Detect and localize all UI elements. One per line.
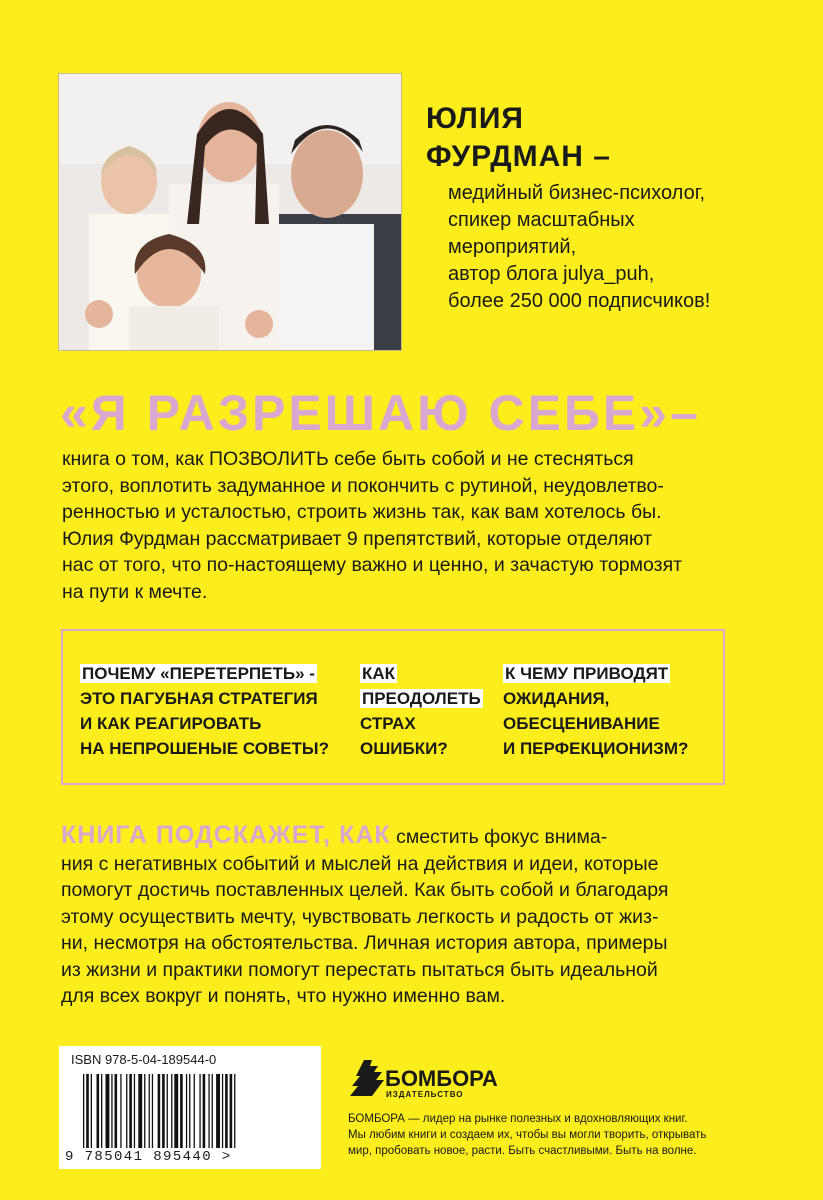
question-line: ПОЧЕМУ «ПЕРЕТЕРПЕТЬ» - bbox=[82, 664, 315, 683]
outro-first-line: сместить фокус внима- bbox=[390, 826, 608, 848]
intro-line: на пути к мечте. bbox=[62, 580, 208, 603]
author-name-line2: ФУРДМАН – bbox=[426, 140, 611, 173]
author-desc-line: автор блога julya_puh, bbox=[448, 263, 655, 285]
bombora-logo-icon bbox=[350, 1060, 384, 1096]
author-desc-line: спикер масштабных bbox=[448, 209, 635, 231]
outro-line: для всех вокруг и понять, что нужно именно вам. bbox=[61, 985, 506, 1007]
outro-line: ния с негативных событий и мыслей на действия и идеи, которые bbox=[61, 852, 659, 875]
isbn-label: ISBN 978-5-04-189544-0 bbox=[71, 1052, 217, 1067]
publisher-line: мир, пробовать новое, расти. Быть счастливыми. Быть на волне. bbox=[348, 1145, 697, 1157]
intro-line: нас от того, что по-настоящему важно и ценно, и зачастую тормозят bbox=[62, 554, 683, 576]
outro-line: ни, несмотря на обстоятельства. Личная история автора, примеры bbox=[61, 932, 668, 954]
author-name-line1: ЮЛИЯ bbox=[426, 102, 524, 135]
questions-box bbox=[61, 629, 725, 785]
outro-line: помогут достичь поставленных целей. Как быть собой и благодаря bbox=[61, 879, 669, 901]
question-line: НА НЕПРОШЕНЫЕ СОВЕТЫ? bbox=[80, 739, 329, 758]
outro-line: из жизни и практики помогут перестать пытаться быть идеальной bbox=[61, 958, 658, 981]
author-name bbox=[426, 100, 611, 176]
barcode-digits: 9 785041 895440 > bbox=[65, 1149, 232, 1165]
outro-paragraph bbox=[61, 822, 766, 1010]
publisher-logo-subtitle: ИЗДАТЕЛЬСТВО bbox=[386, 1090, 464, 1099]
author-family-photo bbox=[58, 73, 402, 351]
barcode-icon bbox=[83, 1074, 297, 1150]
intro-line: этого, воплотить задуманное и покончить с рутиной, неудовлетво- bbox=[62, 474, 664, 497]
intro-paragraph bbox=[62, 446, 762, 605]
question-column-2 bbox=[360, 661, 483, 761]
author-desc-line: мероприятий, bbox=[448, 236, 577, 258]
question-column-1 bbox=[80, 661, 329, 761]
outro-lead: КНИГА ПОДСКАЖЕТ, КАК bbox=[61, 821, 391, 849]
question-line: КАК bbox=[362, 664, 396, 683]
question-line: И ПЕРФЕКЦИОНИЗМ? bbox=[503, 739, 689, 758]
question-line: К ЧЕМУ ПРИВОДЯТ bbox=[505, 664, 669, 683]
book-title-quote: «Я РАЗРЕШАЮ СЕБЕ»– bbox=[60, 385, 701, 441]
author-desc-line: более 250 000 подписчиков! bbox=[448, 290, 711, 312]
question-column-3 bbox=[503, 661, 688, 761]
question-line: ОШИБКИ? bbox=[360, 739, 448, 758]
question-line: ОБЕСЦЕНИВАНИЕ bbox=[503, 714, 660, 733]
question-line: И КАК РЕАГИРОВАТЬ bbox=[80, 714, 262, 733]
intro-line: Юлия Фурдман рассматривает 9 препятствий, которые отделяют bbox=[62, 527, 653, 550]
author-desc-line: медийный бизнес-психолог, bbox=[448, 182, 706, 204]
publisher-logo-text: БОМБОРА bbox=[385, 1066, 498, 1091]
question-line: СТРАХ bbox=[360, 714, 416, 733]
publisher-blurb bbox=[348, 1111, 706, 1159]
question-line: ЭТО ПАГУБНАЯ СТРАТЕГИЯ bbox=[80, 689, 318, 708]
barcode-panel bbox=[59, 1046, 321, 1169]
intro-line: ренностью и усталостью, строить жизнь так, как вам хотелось бы. bbox=[62, 501, 662, 523]
publisher-line: БОМБОРА — лидер на рынке полезных и вдохновляющих книг. bbox=[348, 1113, 688, 1125]
author-description bbox=[448, 180, 710, 315]
question-line: ОЖИДАНИЯ, bbox=[503, 689, 610, 708]
publisher-line: Мы любим книги и создаем их, чтобы вы могли творить, открывать bbox=[348, 1129, 707, 1141]
question-line: ПРЕОДОЛЕТЬ bbox=[362, 689, 481, 708]
intro-line: книга о том, как ПОЗВОЛИТЬ себе быть собой и не стесняться bbox=[62, 448, 634, 470]
outro-line: этому осуществить мечту, чувствовать легкость и радость от жиз- bbox=[61, 905, 659, 928]
